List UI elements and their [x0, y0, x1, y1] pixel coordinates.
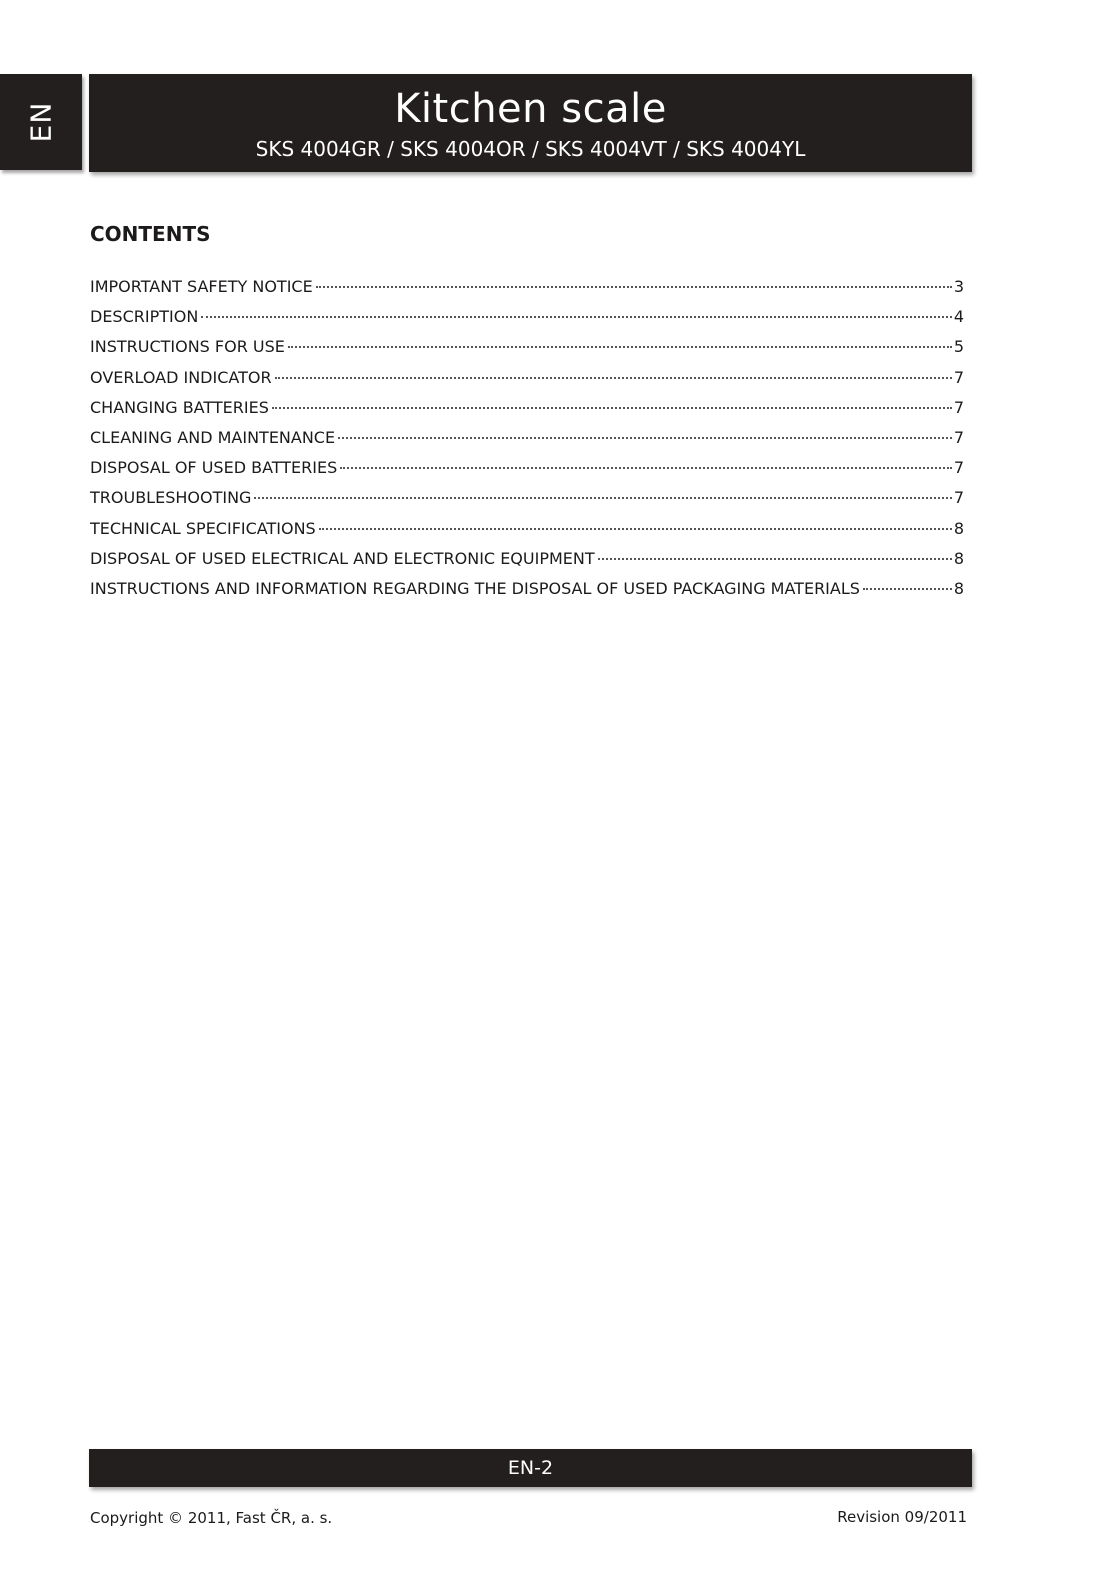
toc-dot-leader: [340, 467, 952, 469]
toc-entry[interactable]: [90, 305, 964, 335]
language-tab: [0, 74, 82, 170]
toc-entry-page: 4: [953, 307, 964, 327]
toc-entry-label: TROUBLESHOOTING: [90, 488, 252, 508]
toc-entry-page: 8: [953, 578, 964, 598]
toc-entry[interactable]: [90, 577, 964, 607]
page-title: Kitchen scale: [394, 86, 667, 132]
toc-entry-label: DISPOSAL OF USED BATTERIES: [90, 458, 338, 478]
toc-entry-label: IMPORTANT SAFETY NOTICE: [90, 277, 313, 296]
toc-entry-page: 7: [953, 367, 964, 387]
toc-entry[interactable]: [90, 426, 964, 456]
page-number: EN-2: [507, 1457, 554, 1479]
toc-dot-leader: [201, 316, 952, 318]
toc-entry-label: INSTRUCTIONS FOR USE: [90, 337, 285, 357]
revision-label: Revision 09/2011: [837, 1508, 967, 1526]
table-of-contents: [90, 275, 964, 607]
header-bar: [89, 74, 972, 172]
footer-bar: [89, 1449, 972, 1487]
toc-dot-leader: [319, 528, 952, 530]
toc-entry[interactable]: [90, 517, 964, 547]
toc-entry-label: INSTRUCTIONS AND INFORMATION REGARDING THE DISPOSAL OF USED PACKAGING MATERIALS: [90, 578, 860, 598]
toc-entry[interactable]: [90, 456, 964, 486]
toc-entry[interactable]: [90, 366, 964, 396]
toc-entry[interactable]: [90, 275, 964, 305]
toc-dot-leader: [863, 588, 952, 590]
toc-entry-page: 3: [953, 277, 964, 296]
toc-entry[interactable]: [90, 396, 964, 426]
toc-dot-leader: [288, 346, 952, 348]
toc-entry-page: 7: [953, 427, 964, 447]
toc-entry-page: 8: [953, 518, 964, 538]
toc-entry-label: TECHNICAL SPECIFICATIONS: [90, 518, 316, 538]
toc-entry[interactable]: [90, 486, 964, 516]
toc-entry-label: CLEANING AND MAINTENANCE: [90, 427, 336, 447]
toc-dot-leader: [316, 286, 952, 288]
toc-entry-label: CHANGING BATTERIES: [90, 397, 269, 417]
toc-dot-leader: [275, 377, 952, 379]
toc-entry[interactable]: [90, 335, 964, 365]
toc-dot-leader: [338, 437, 952, 439]
language-tab-label: EN: [24, 101, 58, 143]
toc-entry-page: 8: [953, 548, 964, 568]
toc-entry-page: 7: [953, 488, 964, 508]
copyright-notice: Copyright © 2011, Fast ČR, a. s.: [90, 1509, 333, 1527]
model-subtitle: SKS 4004GR / SKS 4004OR / SKS 4004VT / SKS 4004YL: [255, 137, 806, 161]
contents-heading: CONTENTS: [90, 222, 211, 246]
toc-entry-page: 7: [953, 397, 964, 417]
toc-entry-page: 5: [953, 337, 964, 357]
toc-entry-label: OVERLOAD INDICATOR: [90, 367, 272, 387]
toc-dot-leader: [272, 407, 952, 409]
toc-entry-page: 7: [953, 458, 964, 478]
toc-dot-leader: [254, 497, 951, 499]
toc-entry-label: DISPOSAL OF USED ELECTRICAL AND ELECTRONIC EQUIPMENT: [90, 548, 595, 568]
toc-dot-leader: [598, 558, 952, 560]
toc-entry-label: DESCRIPTION: [90, 307, 199, 327]
toc-entry[interactable]: [90, 547, 964, 577]
